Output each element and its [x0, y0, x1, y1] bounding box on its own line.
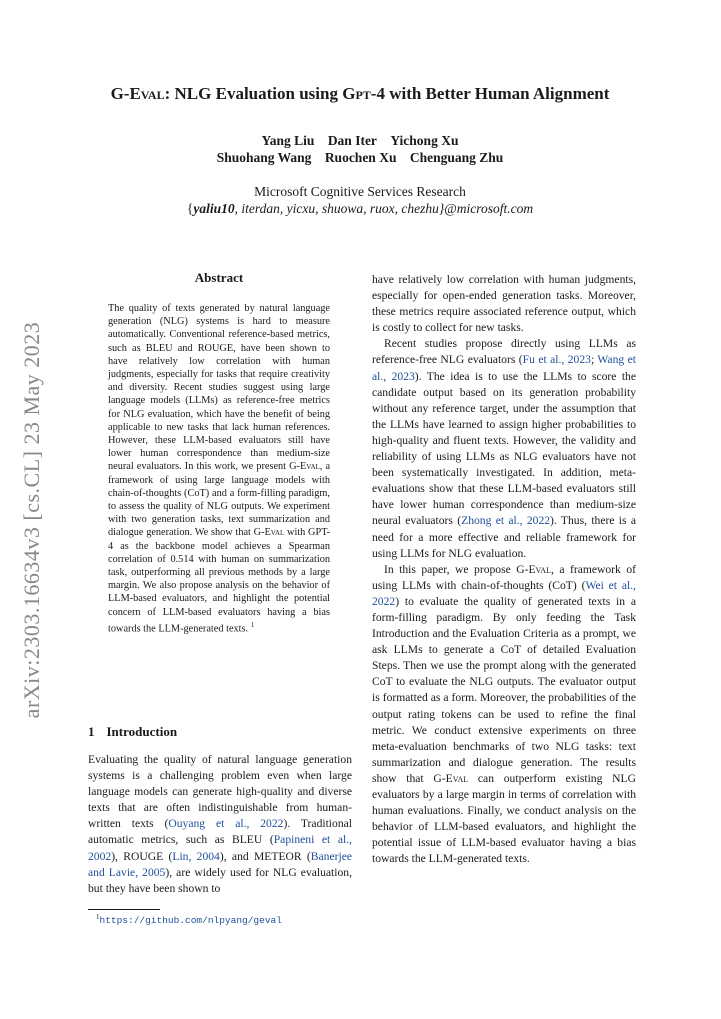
abstract-body [108, 302, 330, 636]
introduction-body-left [88, 752, 352, 897]
intro-paragraph: In this paper, we propose G-Eval, a framework of using LLMs with chain-of-thoughts (CoT) (Wei et al., 2022) to evaluate the quality of generated texts in a form-filling paradigm. By only feeding the Task Introduction and the Evaluation Criteria as a prompt, we ask LLMs to generate a CoT of detailed Evaluation Steps. Then we use the prompt along with the generated CoT to evaluate the NLG outputs. The evaluator output is formatted as a form. Moreover, the probabilities of the output rating tokens can be used to refine the final metric. We conduct extensive experiments on three meta-evaluation benchmarks of two NLG tasks: text summarization and dialogue generation. The results show that G-Eval can outperform existing NLG evaluators by a large margin in terms of correlation with human evaluations. Finally, we conduct analysis on the behavior of LLM-based evaluators, and highlight the potential issue of LLM-based evaluator having a bias towards the LLM-generated texts. [372, 562, 636, 866]
section-heading-introduction: 1 Introduction [88, 724, 178, 739]
paper-title: G-Eval: NLG Evaluation using Gpt-4 with Better Human Alignment [110, 84, 610, 103]
author-name: Chenguang Zhu [409, 150, 504, 165]
intro-paragraph: Recent studies propose directly using LLMs as reference-free NLG evaluators (Fu et al., 2023; Wang et al., 2023). The idea is to use the LLMs to score the candidate output based on its generation probability without any reference target, under the assumption that the LLMs have learned to assign higher probabilities to high-quality and fluent texts. However, the validity and reliability of using LLMs as NLG evaluators have not been systematically investigated. In addition, meta-evaluations show that these LLM-based evaluators still have lower human correspondence than medium-size neural evaluators (Zhong et al., 2022). Thus, there is a need for a more effective and reliable framework for using LLMs for NLG evaluation. [372, 337, 637, 560]
intro-paragraph: have relatively low correlation with human judgments, especially for open-ended generation tasks. Moreover, these metrics require associated reference output, which is costly to collect for new tasks. [372, 273, 636, 335]
intro-paragraph: Evaluating the quality of natural language generation systems is a challenging problem even when large language models can generate high-quality and diverse texts that are often indistinguishable from human-written texts (Ouyang et al., 2022). Traditional automatic metrics, such as BLEU (Papineni et al., 2002), ROUGE (Lin, 2004), and METEOR (Banerjee and Lavie, 2005), are widely used for NLG evaluation, but they have been shown to [88, 753, 352, 895]
citation-link[interactable]: Papineni et al., 2002 [88, 833, 352, 863]
citation-link[interactable]: Wang et al., 2023 [372, 353, 636, 383]
affiliation-block [60, 183, 660, 217]
abstract-heading: Abstract [194, 270, 244, 285]
affiliation: Microsoft Cognitive Services Research [254, 184, 466, 199]
github-url-link[interactable]: https://github.com/nlpyang/geval [99, 915, 282, 927]
author-name: Yang Liu [261, 133, 315, 148]
author-row-2 [60, 149, 660, 166]
arxiv-identifier: arXiv:2303.16634v3 [cs.CL] 23 May 2023 [19, 321, 44, 719]
footnote [96, 913, 282, 926]
author-emails: {yaliu10, iterdan, yicxu, shuowa, ruox, chezhu}@microsoft.com [186, 201, 534, 216]
citation-link[interactable]: Banerjee and Lavie, 2005 [88, 849, 352, 879]
author-name: Dan Iter [327, 133, 377, 148]
citation-link[interactable]: Lin, 2004 [172, 849, 220, 863]
abstract-paragraph: The quality of texts generated by natural language generation (NLG) systems is hard to measure automatically. Conventional reference-based metrics, such as BLEU and ROUGE, have been shown to have relatively low correlation with human judgments, especially for tasks that require creativity and diversity. Recent studies suggest using large language models (LLMs) as reference-free metrics for NLG evaluation, which have the benefit of being applicable to new tasks that lack human references. However, these LLM-based evaluators still have lower human correspondence than medium-size neural evaluators. In this work, we present G-Eval, a framework of using large language models with chain-of-thoughts (CoT) and a form-filling paradigm, to assess the quality of NLG outputs. We experiment with two generation tasks, text summarization and dialogue generation. We show that G-Eval with GPT-4 as the backbone model achieves a Spearman correlation of 0.514 with human on summarization task, outperforming all previous methods by a large margin. We also propose analysis on the behavior of LLM-based evaluators, and highlight the potential concern of LLM-based evaluators having a bias towards the LLM-generated texts. $^1$ [108, 303, 331, 635]
citation-link[interactable]: Zhong et al., 2022 [461, 514, 551, 528]
author-list [60, 132, 660, 166]
arxiv-sidebar-stamp [10, 300, 54, 740]
introduction-body-right [372, 272, 636, 867]
author-name: Yichong Xu [390, 133, 459, 148]
author-name: Shuohang Wang [216, 150, 312, 165]
citation-link[interactable]: Wei et al., 2022 [372, 578, 636, 608]
footnote-number: 1 [96, 913, 100, 921]
author-row-1 [60, 132, 660, 149]
citation-link[interactable]: Fu et al., 2023 [522, 353, 591, 367]
citation-link[interactable]: Ouyang et al., 2022 [168, 817, 284, 831]
footnote-divider [88, 909, 160, 910]
author-name: Ruochen Xu [324, 150, 397, 165]
footnote-marker: 1 [250, 620, 255, 629]
